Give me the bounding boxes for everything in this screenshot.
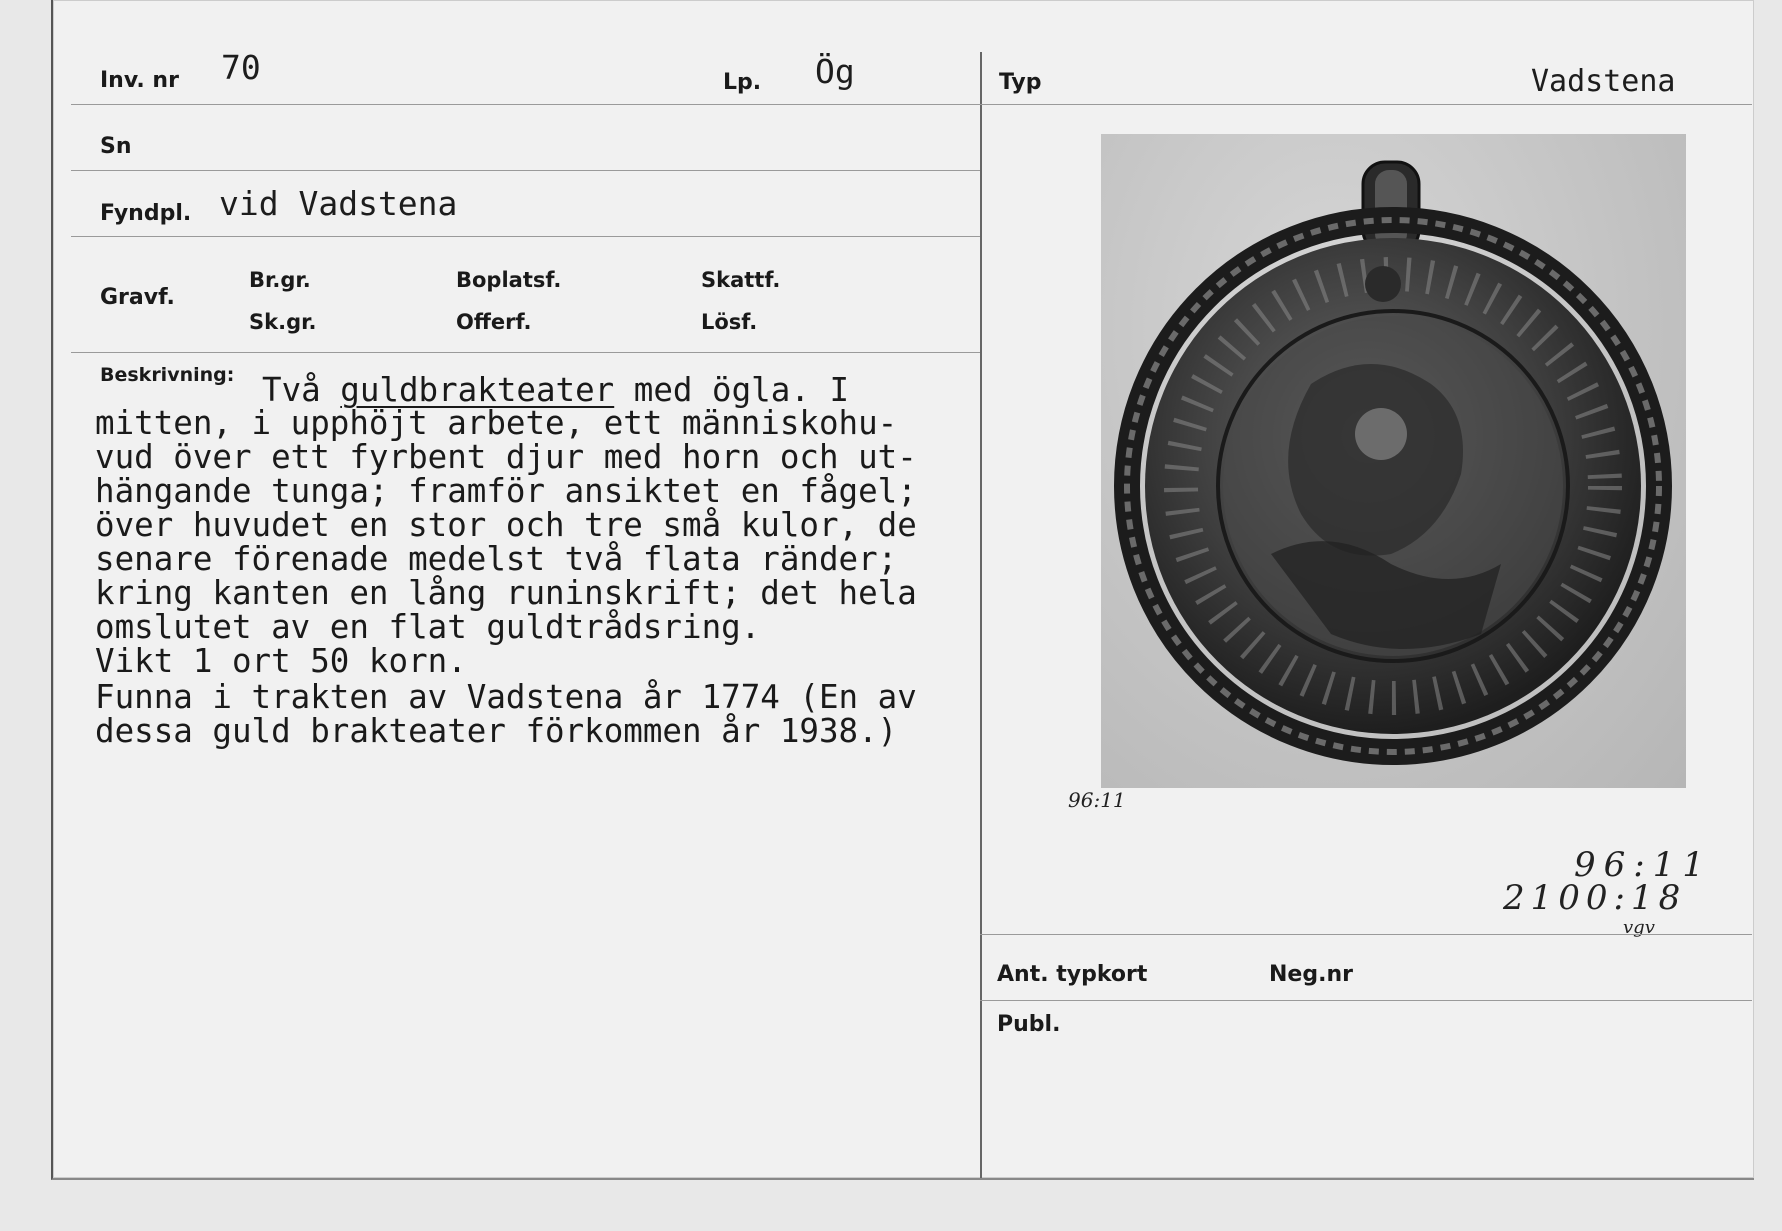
gravf-label: Gravf. bbox=[100, 285, 175, 310]
bracteate-photo bbox=[1101, 134, 1686, 788]
description-line: omslutet av en flat guldtrådsring. bbox=[95, 608, 761, 646]
neg-number: 2100:18 bbox=[1503, 878, 1687, 918]
description-line: hängande tunga; framför ansiktet en fågel; bbox=[95, 472, 917, 510]
description-line: över huvudet en stor och tre små kulor, de bbox=[95, 506, 917, 544]
row-divider bbox=[71, 352, 980, 353]
index-card bbox=[51, 0, 1754, 1180]
sn-label: Sn bbox=[100, 134, 132, 159]
row-divider bbox=[980, 934, 1752, 935]
fyndpl-value: vid Vadstena bbox=[219, 184, 458, 223]
bracteate-image bbox=[1101, 134, 1686, 788]
neg-nr-label: Neg.nr bbox=[1269, 962, 1353, 987]
row-divider bbox=[71, 236, 980, 237]
description-line: Funna i trakten av Vadstena år 1774 (En av bbox=[95, 678, 917, 716]
description-line: Två guldbrakteater med ögla. I bbox=[262, 371, 850, 409]
beskrivning-label: Beskrivning: bbox=[100, 364, 235, 386]
row-divider bbox=[980, 1000, 1752, 1001]
inv-nr-label: Inv. nr bbox=[100, 68, 179, 93]
description-line: mitten, i upphöjt arbete, ett människohu- bbox=[95, 404, 898, 442]
neg-number: 96:11 bbox=[1574, 845, 1712, 885]
row-divider bbox=[980, 104, 1752, 105]
row-divider bbox=[71, 104, 980, 105]
description-line: Vikt 1 ort 50 korn. bbox=[95, 642, 467, 680]
lp-label: Lp. bbox=[723, 70, 762, 95]
initials: vgv bbox=[1623, 917, 1655, 938]
description-line: kring kanten en lång runinskrift; det hela bbox=[95, 574, 917, 612]
publ-label: Publ. bbox=[997, 1012, 1061, 1037]
inv-nr-value: 70 bbox=[221, 48, 261, 87]
photo-caption: 96:11 bbox=[1068, 788, 1126, 812]
description-line: vud över ett fyrbent djur med horn och ut- bbox=[95, 438, 917, 476]
description-line: dessa guld brakteater förkommen år 1938.) bbox=[95, 712, 898, 750]
underlined-word: guldbrakteater bbox=[340, 371, 615, 409]
boplatsf-label: Boplatsf. bbox=[456, 268, 562, 292]
ant-typkort-label: Ant. typkort bbox=[997, 962, 1148, 987]
row-divider bbox=[71, 170, 980, 171]
description-line: senare förenade medelst två flata ränder; bbox=[95, 540, 898, 578]
fyndpl-label: Fyndpl. bbox=[100, 201, 192, 226]
lp-value: Ög bbox=[815, 52, 855, 91]
typ-value: Vadstena bbox=[1531, 64, 1676, 99]
sk-gr-label: Sk.gr. bbox=[249, 310, 317, 334]
skattf-label: Skattf. bbox=[701, 268, 781, 292]
losf-label: Lösf. bbox=[701, 310, 758, 334]
typ-label: Typ bbox=[999, 70, 1042, 95]
column-divider bbox=[980, 52, 982, 1178]
offerf-label: Offerf. bbox=[456, 310, 532, 334]
br-gr-label: Br.gr. bbox=[249, 268, 311, 292]
